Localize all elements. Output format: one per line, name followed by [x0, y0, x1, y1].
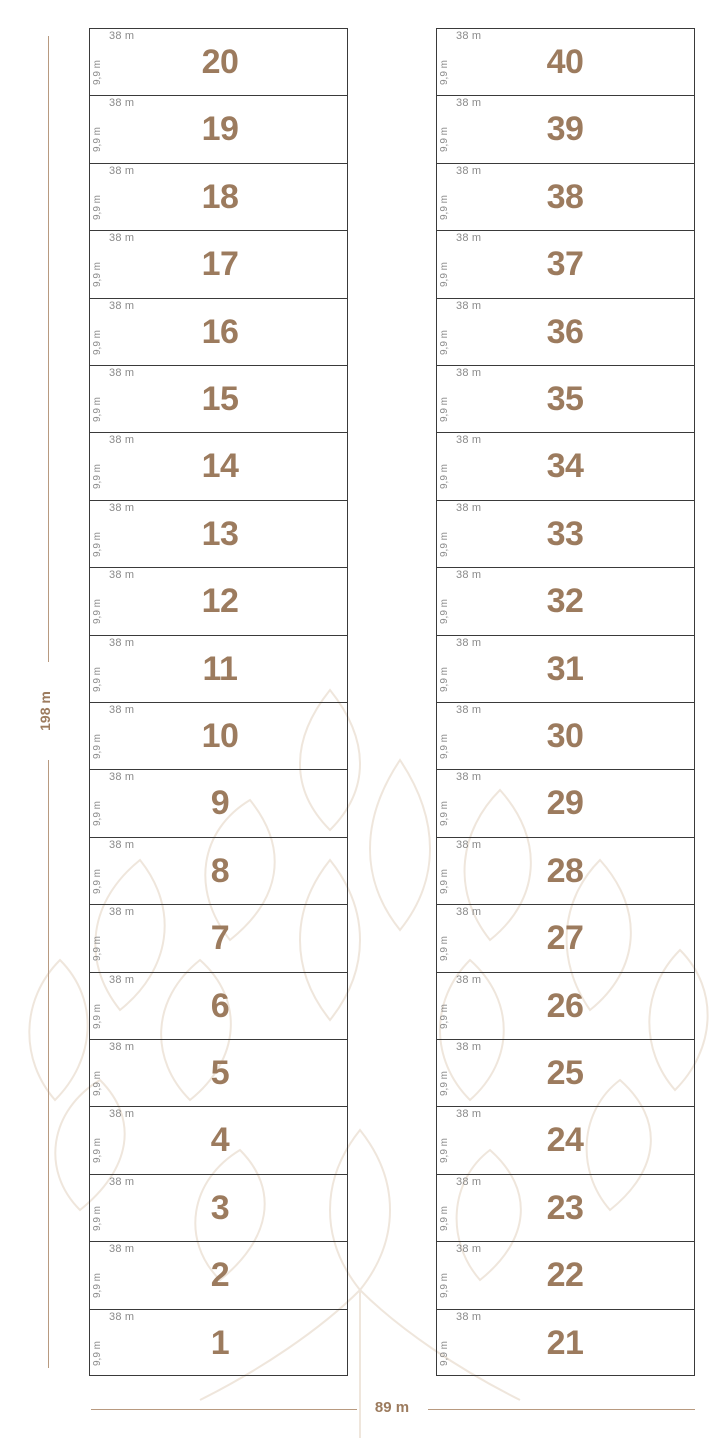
- lot-number: 37: [546, 245, 584, 284]
- lot-number: 8: [210, 851, 230, 890]
- lot-width-label: 38 m: [109, 1108, 135, 1121]
- lot-width-label: 38 m: [456, 838, 482, 851]
- lot-row: 38 m 9,9 m 22: [437, 1242, 694, 1309]
- lot-row: 38 m 9,9 m 23: [437, 1175, 694, 1242]
- lot-row: 38 m 9,9 m 13: [90, 501, 347, 568]
- lot-number: 24: [546, 1121, 584, 1160]
- lot-width-label: 38 m: [456, 501, 482, 514]
- width-dimension-label: 89 m: [374, 1399, 410, 1416]
- lot-number: 27: [546, 919, 584, 958]
- lot-width-label: 38 m: [456, 569, 482, 582]
- lot-number: 30: [546, 717, 584, 755]
- lot-number: 5: [210, 1054, 230, 1092]
- lot-row: 38 m 9,9 m 39: [437, 96, 694, 163]
- lot-number: 1: [210, 1323, 230, 1362]
- lot-width-label: 38 m: [109, 704, 135, 716]
- lot-width-label: 38 m: [456, 1108, 482, 1121]
- lot-width-label: 38 m: [456, 299, 482, 312]
- lot-row: 38 m 9,9 m 9: [90, 770, 347, 837]
- lot-number: 25: [546, 1054, 584, 1092]
- lot-row: 38 m 9,9 m 12: [90, 568, 347, 635]
- lot-row: 38 m 9,9 m 10: [90, 703, 347, 770]
- lot-width-label: 38 m: [456, 906, 482, 919]
- lot-number: 31: [546, 649, 584, 688]
- lot-number: 34: [546, 447, 584, 486]
- lot-width-label: 38 m: [456, 367, 482, 379]
- lot-number: 35: [546, 380, 584, 418]
- lot-row: 38 m 9,9 m 15: [90, 366, 347, 433]
- lot-number: 21: [546, 1323, 584, 1362]
- lot-row: 38 m 9,9 m 25: [437, 1040, 694, 1107]
- lot-number: 2: [210, 1256, 230, 1295]
- lot-row: 38 m 9,9 m 36: [437, 299, 694, 366]
- lot-row: 38 m 9,9 m 27: [437, 905, 694, 972]
- lot-number: 33: [546, 514, 584, 553]
- lot-number: 3: [210, 1188, 230, 1227]
- lot-width-label: 38 m: [109, 299, 135, 312]
- lot-width-label: 38 m: [109, 771, 135, 784]
- lot-number: 38: [546, 177, 584, 216]
- lot-row: 38 m 9,9 m 8: [90, 838, 347, 905]
- lot-number: 6: [210, 986, 230, 1025]
- lot-number: 20: [201, 43, 239, 81]
- lot-width-label: 38 m: [456, 1243, 482, 1256]
- lot-number: 29: [546, 784, 584, 823]
- lot-width-label: 38 m: [109, 1041, 135, 1053]
- lot-width-label: 38 m: [456, 771, 482, 784]
- lot-width-label: 38 m: [109, 906, 135, 919]
- lot-number: 16: [201, 312, 239, 351]
- lot-width-label: 38 m: [456, 1310, 482, 1323]
- lot-number: 11: [202, 649, 238, 688]
- lot-number: 4: [210, 1121, 230, 1160]
- lot-number: 19: [201, 110, 239, 149]
- lot-row: 38 m 9,9 m 32: [437, 568, 694, 635]
- lot-width-label: 38 m: [109, 1243, 135, 1256]
- lot-row: 38 m 9,9 m 16: [90, 299, 347, 366]
- lot-column-left: [89, 28, 348, 1376]
- lot-width-label: 38 m: [456, 1041, 482, 1053]
- lot-row: 38 m 9,9 m 35: [437, 366, 694, 433]
- lot-row: 38 m 9,9 m 4: [90, 1107, 347, 1174]
- lot-row: 38 m 9,9 m 29: [437, 770, 694, 837]
- lot-width-label: 38 m: [456, 97, 482, 110]
- lot-width-label: 38 m: [109, 367, 135, 379]
- lot-number: 18: [201, 177, 239, 216]
- lot-row: 38 m 9,9 m 1: [90, 1310, 347, 1377]
- lot-number: 28: [546, 851, 584, 890]
- lot-row: 38 m 9,9 m 24: [437, 1107, 694, 1174]
- lot-width-label: 38 m: [109, 97, 135, 110]
- lot-row: 38 m 9,9 m 31: [437, 636, 694, 703]
- lot-row: 38 m 9,9 m 21: [437, 1310, 694, 1377]
- lot-row: 38 m 9,9 m 17: [90, 231, 347, 298]
- lot-width-label: 38 m: [109, 636, 135, 649]
- lot-number: 13: [201, 514, 239, 553]
- lot-width-label: 38 m: [456, 1175, 482, 1188]
- lot-number: 36: [546, 312, 584, 351]
- lot-number: 26: [546, 986, 584, 1025]
- lot-number: 9: [210, 784, 230, 823]
- lot-number: 7: [210, 919, 230, 958]
- lot-number: 22: [546, 1256, 584, 1295]
- width-dimension-line-right: [428, 1409, 695, 1410]
- lot-number: 14: [201, 447, 239, 486]
- height-dimension-line-bottom: [48, 760, 49, 1368]
- lot-width-label: 38 m: [109, 838, 135, 851]
- lot-width-label: 38 m: [109, 232, 135, 245]
- height-dimension-text: 198 m: [37, 691, 53, 731]
- lot-number: 23: [546, 1188, 584, 1227]
- lot-width-label: 38 m: [456, 434, 482, 447]
- lot-number: 40: [546, 43, 584, 81]
- lot-number: 10: [201, 717, 239, 755]
- lot-width-label: 38 m: [456, 704, 482, 716]
- lot-width-label: 38 m: [109, 434, 135, 447]
- lot-number: 12: [201, 582, 239, 621]
- lot-row: 38 m 9,9 m 3: [90, 1175, 347, 1242]
- lot-row: 38 m 9,9 m 20: [90, 29, 347, 96]
- lot-width-label: 38 m: [109, 973, 135, 986]
- lot-width-label: 38 m: [456, 30, 482, 42]
- lot-row: 38 m 9,9 m 38: [437, 164, 694, 231]
- lot-width-label: 38 m: [109, 501, 135, 514]
- lot-width-label: 38 m: [109, 1175, 135, 1188]
- lot-row: 38 m 9,9 m 18: [90, 164, 347, 231]
- lot-column-right: [436, 28, 695, 1376]
- lot-number: 17: [201, 245, 239, 284]
- lot-row: 38 m 9,9 m 2: [90, 1242, 347, 1309]
- lot-row: 38 m 9,9 m 30: [437, 703, 694, 770]
- lot-row: 38 m 9,9 m 40: [437, 29, 694, 96]
- lot-number: 32: [546, 582, 584, 621]
- lot-number: 39: [546, 110, 584, 149]
- lot-row: 38 m 9,9 m 28: [437, 838, 694, 905]
- lot-width-label: 38 m: [456, 636, 482, 649]
- lot-width-label: 38 m: [109, 569, 135, 582]
- lot-row: 38 m 9,9 m 11: [90, 636, 347, 703]
- lot-width-label: 38 m: [456, 232, 482, 245]
- lot-width-label: 38 m: [109, 1310, 135, 1323]
- lot-row: 38 m 9,9 m 6: [90, 973, 347, 1040]
- lot-row: 38 m 9,9 m 37: [437, 231, 694, 298]
- lot-row: 38 m 9,9 m 33: [437, 501, 694, 568]
- lot-width-label: 38 m: [456, 164, 482, 177]
- lot-row: 38 m 9,9 m 34: [437, 433, 694, 500]
- width-dimension-line-left: [91, 1409, 357, 1410]
- lot-row: 38 m 9,9 m 7: [90, 905, 347, 972]
- lot-number: 15: [201, 380, 239, 418]
- lot-row: 38 m 9,9 m 26: [437, 973, 694, 1040]
- lot-width-label: 38 m: [109, 164, 135, 177]
- lot-row: 38 m 9,9 m 5: [90, 1040, 347, 1107]
- lot-row: 38 m 9,9 m 14: [90, 433, 347, 500]
- lot-width-label: 38 m: [109, 30, 135, 42]
- lot-row: 38 m 9,9 m 19: [90, 96, 347, 163]
- lot-width-label: 38 m: [456, 973, 482, 986]
- height-dimension-line-top: [48, 36, 49, 662]
